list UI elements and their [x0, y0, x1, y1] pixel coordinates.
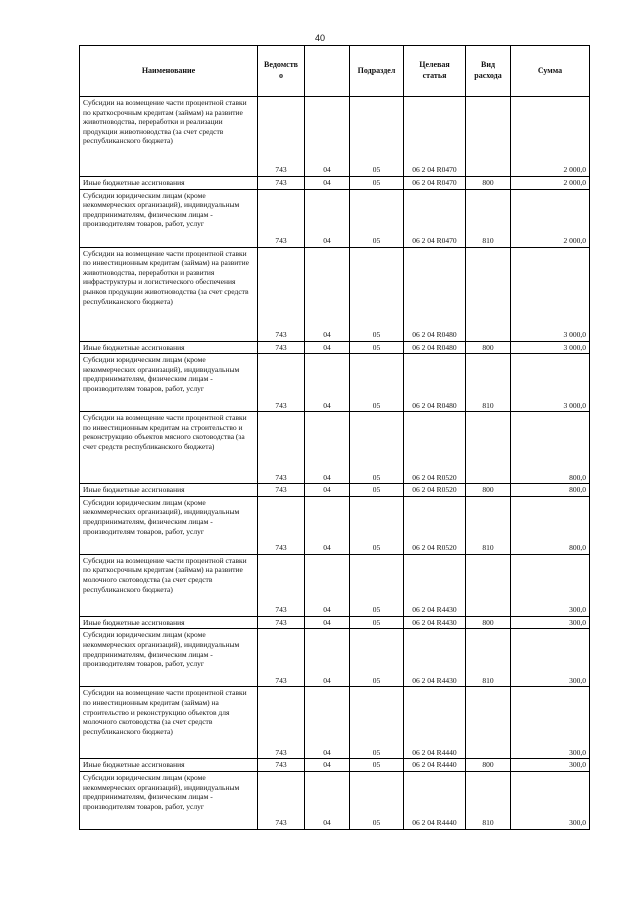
row-subsection: 05 — [350, 189, 404, 247]
row-expense-type — [466, 554, 511, 616]
row-subsection: 05 — [350, 771, 404, 829]
row-name: Иные бюджетные ассигнования — [80, 341, 258, 354]
row-dept: 743 — [258, 484, 305, 497]
budget-table — [79, 45, 590, 830]
row-section: 04 — [305, 177, 350, 190]
row-target: 06 2 04 R0470 — [404, 189, 466, 247]
row-expense-type: 810 — [466, 354, 511, 412]
row-expense-type — [466, 247, 511, 341]
row-expense-type: 800 — [466, 484, 511, 497]
row-expense-type — [466, 412, 511, 484]
row-expense-type: 810 — [466, 771, 511, 829]
table-row — [80, 759, 590, 772]
row-subsection: 05 — [350, 341, 404, 354]
row-section: 04 — [305, 97, 350, 177]
row-dept: 743 — [258, 496, 305, 554]
table-row — [80, 354, 590, 412]
row-subsection: 05 — [350, 687, 404, 759]
row-subsection: 05 — [350, 616, 404, 629]
row-dept: 743 — [258, 97, 305, 177]
row-name: Иные бюджетные ассигнования — [80, 177, 258, 190]
row-subsection: 05 — [350, 247, 404, 341]
page-number: 40 — [314, 33, 325, 43]
row-target: 06 2 04 R0470 — [404, 177, 466, 190]
row-target: 06 2 04 R4430 — [404, 616, 466, 629]
row-section: 04 — [305, 354, 350, 412]
table-body — [80, 97, 590, 830]
row-subsection: 05 — [350, 412, 404, 484]
row-sum: 3 000,0 — [511, 341, 590, 354]
row-sum: 300,0 — [511, 616, 590, 629]
header-subsection: Подраздел — [350, 46, 404, 97]
row-target: 06 2 04 R4440 — [404, 771, 466, 829]
row-dept: 743 — [258, 412, 305, 484]
row-dept: 743 — [258, 759, 305, 772]
row-sum: 3 000,0 — [511, 354, 590, 412]
row-dept: 743 — [258, 771, 305, 829]
row-dept: 743 — [258, 616, 305, 629]
row-target: 06 2 04 R0480 — [404, 354, 466, 412]
row-name: Иные бюджетные ассигнования — [80, 759, 258, 772]
row-target: 06 2 04 R0520 — [404, 496, 466, 554]
row-dept: 743 — [258, 189, 305, 247]
row-target: 06 2 04 R0520 — [404, 484, 466, 497]
row-subsection: 05 — [350, 97, 404, 177]
row-expense-type — [466, 687, 511, 759]
row-sum: 300,0 — [511, 629, 590, 687]
row-section: 04 — [305, 247, 350, 341]
row-section: 04 — [305, 484, 350, 497]
header-name: Наименование — [80, 46, 258, 97]
row-target: 06 2 04 R0480 — [404, 341, 466, 354]
row-name: Иные бюджетные ассигнования — [80, 616, 258, 629]
table-row — [80, 629, 590, 687]
row-name: Субсидии юридическим лицам (кроме некоммерческих организаций), индивидуальным предпринимателям, физическим лицам - производителям товаров, работ, услуг — [80, 629, 258, 687]
row-dept: 743 — [258, 687, 305, 759]
row-name: Субсидии на возмещение части процентной ставки по инвестиционным кредитам (займам) на строительство и реконструкцию объектов для молочного скотоводства (за счет средств республиканского бюджета) — [80, 687, 258, 759]
row-subsection: 05 — [350, 484, 404, 497]
table-row — [80, 412, 590, 484]
table-row — [80, 97, 590, 177]
row-expense-type: 800 — [466, 616, 511, 629]
row-target: 06 2 04 R0480 — [404, 247, 466, 341]
row-sum: 2 000,0 — [511, 97, 590, 177]
row-dept: 743 — [258, 177, 305, 190]
row-section: 04 — [305, 496, 350, 554]
row-target: 06 2 04 R0470 — [404, 97, 466, 177]
row-expense-type: 810 — [466, 629, 511, 687]
row-name: Субсидии на возмещение части процентной ставки по инвестиционным кредитам на строительство и реконструкцию объектов мясного скотоводства (за счет средств республиканского бюджета) — [80, 412, 258, 484]
row-section: 04 — [305, 759, 350, 772]
row-subsection: 05 — [350, 759, 404, 772]
row-section: 04 — [305, 412, 350, 484]
header-section — [305, 46, 350, 97]
table-row — [80, 247, 590, 341]
row-sum: 800,0 — [511, 496, 590, 554]
row-section: 04 — [305, 189, 350, 247]
row-name: Субсидии на возмещение части процентной ставки по краткосрочным кредитам (займам) на развитие животноводства, переработки и реализации продукции животноводства (за счет средств республиканского бюджета) — [80, 97, 258, 177]
row-expense-type: 800 — [466, 177, 511, 190]
header-expense-type: Вид расхода — [466, 46, 511, 97]
table-row — [80, 484, 590, 497]
row-sum: 2 000,0 — [511, 189, 590, 247]
row-name: Субсидии на возмещение части процентной ставки по краткосрочным кредитам (займам) на развитие молочного скотоводства (за счет средств республиканского бюджета) — [80, 554, 258, 616]
row-name: Иные бюджетные ассигнования — [80, 484, 258, 497]
row-subsection: 05 — [350, 354, 404, 412]
row-expense-type: 800 — [466, 341, 511, 354]
row-dept: 743 — [258, 247, 305, 341]
row-section: 04 — [305, 771, 350, 829]
row-sum: 2 000,0 — [511, 177, 590, 190]
row-sum: 300,0 — [511, 759, 590, 772]
row-name: Субсидии на возмещение части процентной ставки по инвестиционным кредитам (займам) на развитие животноводства, переработки и развития инфраструктуры и логистического обеспечения рынков продукции животноводства (за счет средств республиканского бюджета) — [80, 247, 258, 341]
row-section: 04 — [305, 341, 350, 354]
row-expense-type: 810 — [466, 189, 511, 247]
row-target: 06 2 04 R4440 — [404, 759, 466, 772]
table-row — [80, 177, 590, 190]
row-dept: 743 — [258, 629, 305, 687]
row-section: 04 — [305, 687, 350, 759]
table-row — [80, 771, 590, 829]
header-dept: Ведомств о — [258, 46, 305, 97]
row-expense-type — [466, 97, 511, 177]
table-row — [80, 189, 590, 247]
row-expense-type: 800 — [466, 759, 511, 772]
row-subsection: 05 — [350, 177, 404, 190]
row-target: 06 2 04 R4440 — [404, 687, 466, 759]
row-expense-type: 810 — [466, 496, 511, 554]
row-target: 06 2 04 R4430 — [404, 629, 466, 687]
row-name: Субсидии юридическим лицам (кроме некоммерческих организаций), индивидуальным предпринимателям, физическим лицам - производителям товаров, работ, услуг — [80, 189, 258, 247]
header-target: Целевая статья — [404, 46, 466, 97]
table-header-row — [80, 46, 590, 97]
row-sum: 3 000,0 — [511, 247, 590, 341]
row-name: Субсидии юридическим лицам (кроме некоммерческих организаций), индивидуальным предпринимателям, физическим лицам - производителям товаров, работ, услуг — [80, 496, 258, 554]
header-sum: Сумма — [511, 46, 590, 97]
row-subsection: 05 — [350, 629, 404, 687]
row-name: Субсидии юридическим лицам (кроме некоммерческих организаций), индивидуальным предпринимателям, физическим лицам - производителям товаров, работ, услуг — [80, 354, 258, 412]
row-sum: 300,0 — [511, 554, 590, 616]
row-section: 04 — [305, 629, 350, 687]
row-target: 06 2 04 R0520 — [404, 412, 466, 484]
row-subsection: 05 — [350, 496, 404, 554]
row-target: 06 2 04 R4430 — [404, 554, 466, 616]
row-dept: 743 — [258, 354, 305, 412]
table-row — [80, 496, 590, 554]
row-name: Субсидии юридическим лицам (кроме некоммерческих организаций), индивидуальным предпринимателям, физическим лицам - производителям товаров, работ, услуг — [80, 771, 258, 829]
row-sum: 300,0 — [511, 687, 590, 759]
row-sum: 800,0 — [511, 484, 590, 497]
row-section: 04 — [305, 554, 350, 616]
row-sum: 800,0 — [511, 412, 590, 484]
row-dept: 743 — [258, 554, 305, 616]
table-row — [80, 616, 590, 629]
table-row — [80, 554, 590, 616]
row-section: 04 — [305, 616, 350, 629]
row-subsection: 05 — [350, 554, 404, 616]
table-row — [80, 341, 590, 354]
row-dept: 743 — [258, 341, 305, 354]
table-row — [80, 687, 590, 759]
row-sum: 300,0 — [511, 771, 590, 829]
